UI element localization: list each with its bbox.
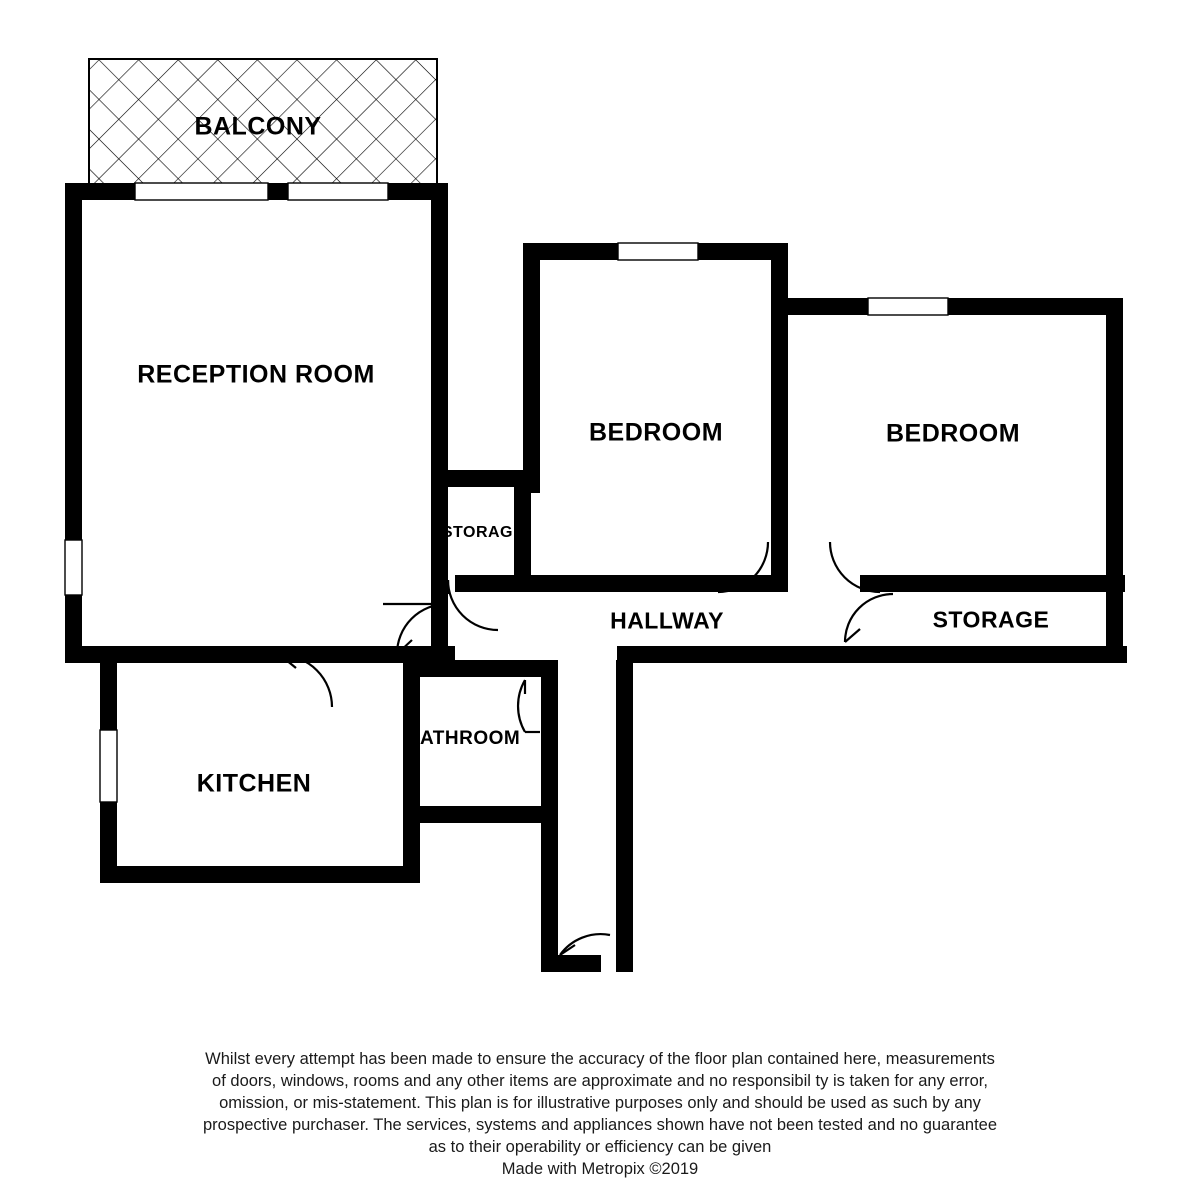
- room-label-storage-2: STORAGE: [932, 606, 1050, 633]
- room-label-reception-room: RECEPTION ROOM: [137, 360, 375, 389]
- walls: [65, 183, 1127, 972]
- disclaimer: [0, 1048, 1200, 1180]
- room-label-bedroom-2: BEDROOM: [885, 419, 1021, 448]
- room-label-hallway: HALLWAY: [610, 607, 724, 634]
- room-label-kitchen: KITCHEN: [196, 769, 312, 798]
- room-label-bedroom-1: BEDROOM: [588, 418, 724, 447]
- disclaimer-line-1: Whilst every attempt has been made to ensure the accuracy of the floor plan contained here, measurements: [205, 1050, 995, 1068]
- door-swings: [280, 542, 893, 955]
- room-label-storage-1: STORAGE: [441, 524, 525, 541]
- openings: [65, 183, 948, 802]
- disclaimer-line-3: omission, or mis-statement. This plan is for illustrative purposes only and should be used as such by any: [219, 1094, 981, 1112]
- room-label-balcony: BALCONY: [194, 112, 322, 141]
- disclaimer-line-4: prospective purchaser. The services, systems and appliances shown have not been tested and no guarantee: [202, 1116, 998, 1134]
- disclaimer-line-2: of doors, windows, rooms and any other items are approximate and no responsibil ty is taken for any error,: [212, 1072, 988, 1090]
- room-label-bathroom: BATHROOM: [405, 728, 521, 749]
- made-with-credit: Made with Metropix ©2019: [501, 1160, 699, 1178]
- disclaimer-line-5: as to their operability or efficiency can be given: [428, 1138, 772, 1156]
